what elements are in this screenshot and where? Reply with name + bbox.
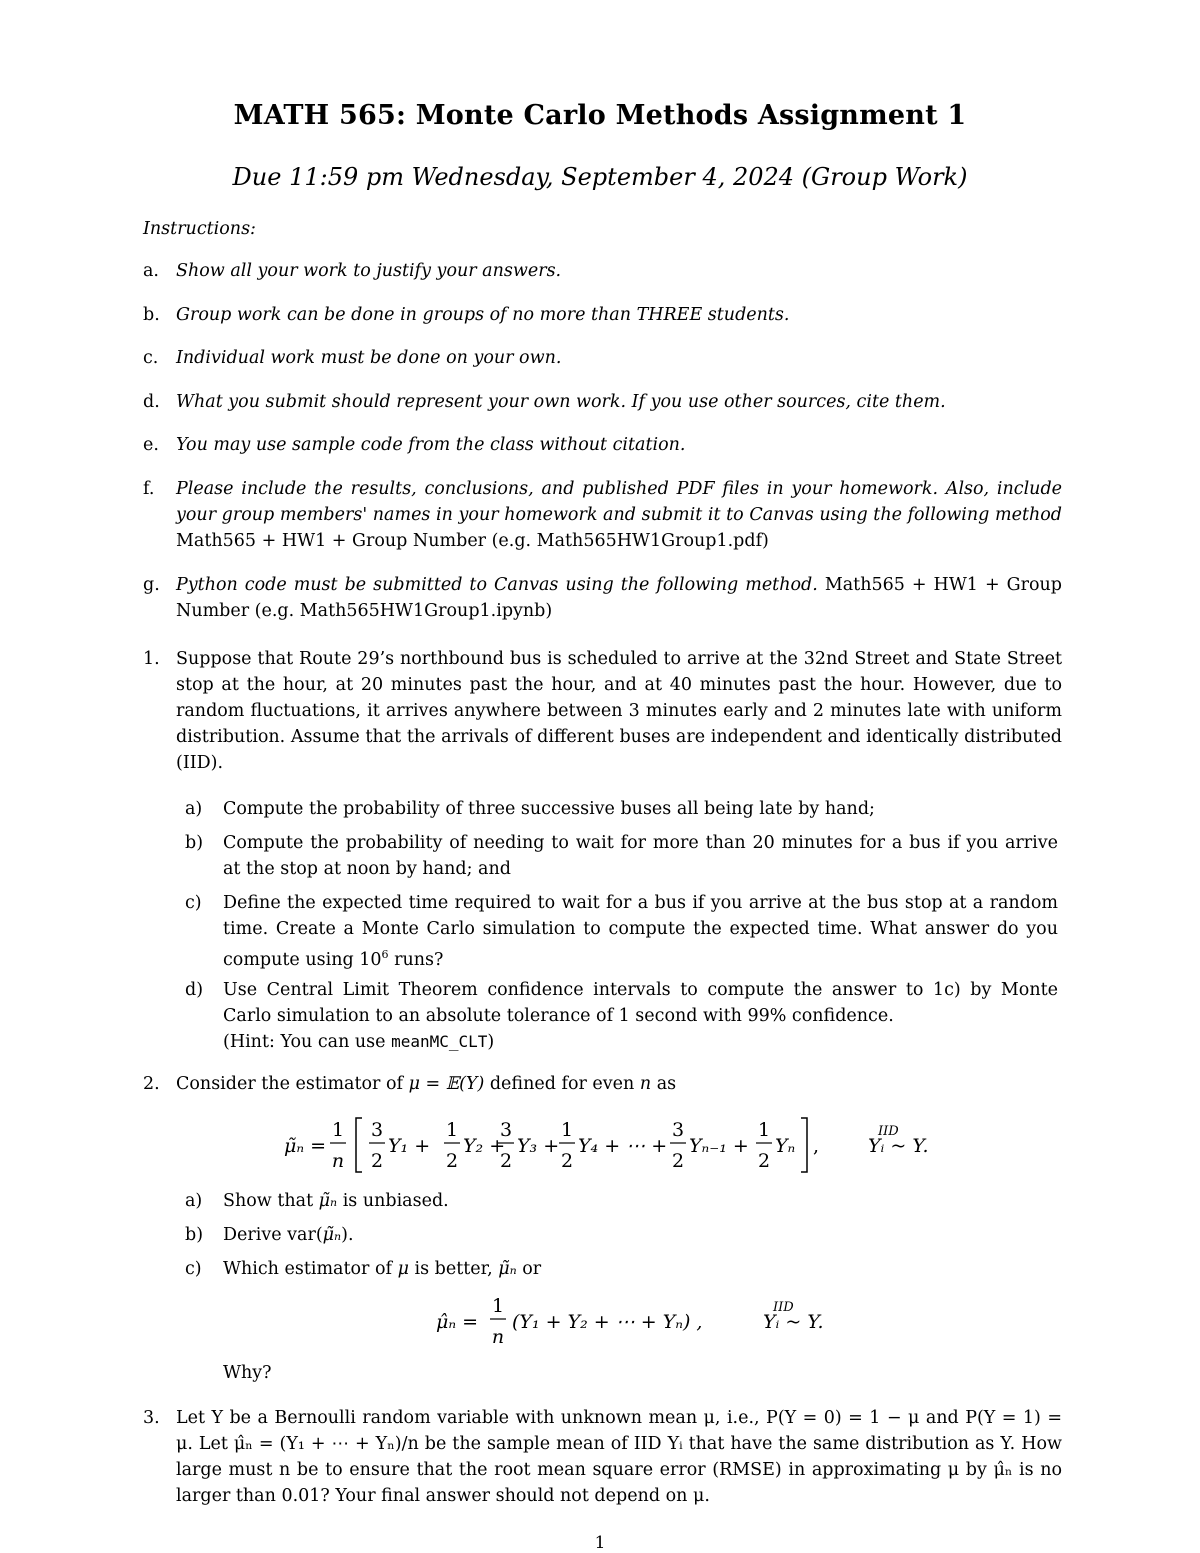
due-date: Due 11:59 pm Wednesday, September 4, 2024 (Group Work)	[232, 163, 968, 191]
svg-text:Y₄ + ⋯ +: Y₄ + ⋯ +	[578, 1135, 668, 1157]
svg-text:1: 1	[560, 1119, 574, 1141]
svg-text:n: n	[491, 1326, 505, 1348]
estimator-equation	[280, 1110, 960, 1180]
svg-text:2: 2	[757, 1150, 771, 1172]
svg-text:Yₙ: Yₙ	[775, 1135, 796, 1157]
svg-text:IID: IID	[878, 1124, 899, 1139]
svg-text:2: 2	[671, 1150, 685, 1172]
svg-text:IID: IID	[773, 1300, 794, 1315]
svg-text:3: 3	[671, 1119, 685, 1141]
svg-text:(Y₁ + Y₂ + ⋯ + Yₙ) ,: (Y₁ + Y₂ + ⋯ + Yₙ) ,	[512, 1311, 703, 1333]
svg-text:3: 3	[370, 1119, 384, 1141]
svg-text:1: 1	[445, 1119, 459, 1141]
svg-text:Yₙ₋₁ +: Yₙ₋₁ +	[689, 1135, 749, 1157]
page-title: MATH 565: Monte Carlo Methods Assignment 1	[233, 100, 967, 131]
problem-2c-why: Why?	[223, 1363, 272, 1383]
svg-text:1: 1	[491, 1295, 505, 1317]
instructions-heading: Instructions:	[143, 219, 256, 239]
svg-text:2: 2	[560, 1150, 574, 1172]
svg-text:Y₂ +: Y₂ +	[463, 1135, 506, 1157]
svg-text:2: 2	[445, 1150, 459, 1172]
svg-text:μ̂ₙ =: μ̂ₙ =	[436, 1311, 479, 1333]
svg-text:Yᵢ ~ Y.: Yᵢ ~ Y.	[868, 1135, 929, 1157]
svg-text:Y₃ +: Y₃ +	[517, 1135, 560, 1157]
svg-text:,: ,	[813, 1135, 820, 1157]
page-number: 1	[594, 1533, 606, 1553]
svg-text:2: 2	[499, 1150, 513, 1172]
sample-mean-equation	[430, 1292, 860, 1352]
svg-text:1: 1	[757, 1119, 771, 1141]
svg-text:μ̃ₙ =: μ̃ₙ =	[284, 1135, 327, 1157]
svg-text:1: 1	[331, 1119, 345, 1141]
svg-text:3: 3	[499, 1119, 513, 1141]
svg-text:2: 2	[370, 1150, 384, 1172]
svg-text:Y₁ +: Y₁ +	[388, 1135, 431, 1157]
svg-text:n: n	[331, 1150, 345, 1172]
svg-text:Yᵢ ~ Y.: Yᵢ ~ Y.	[763, 1311, 824, 1333]
